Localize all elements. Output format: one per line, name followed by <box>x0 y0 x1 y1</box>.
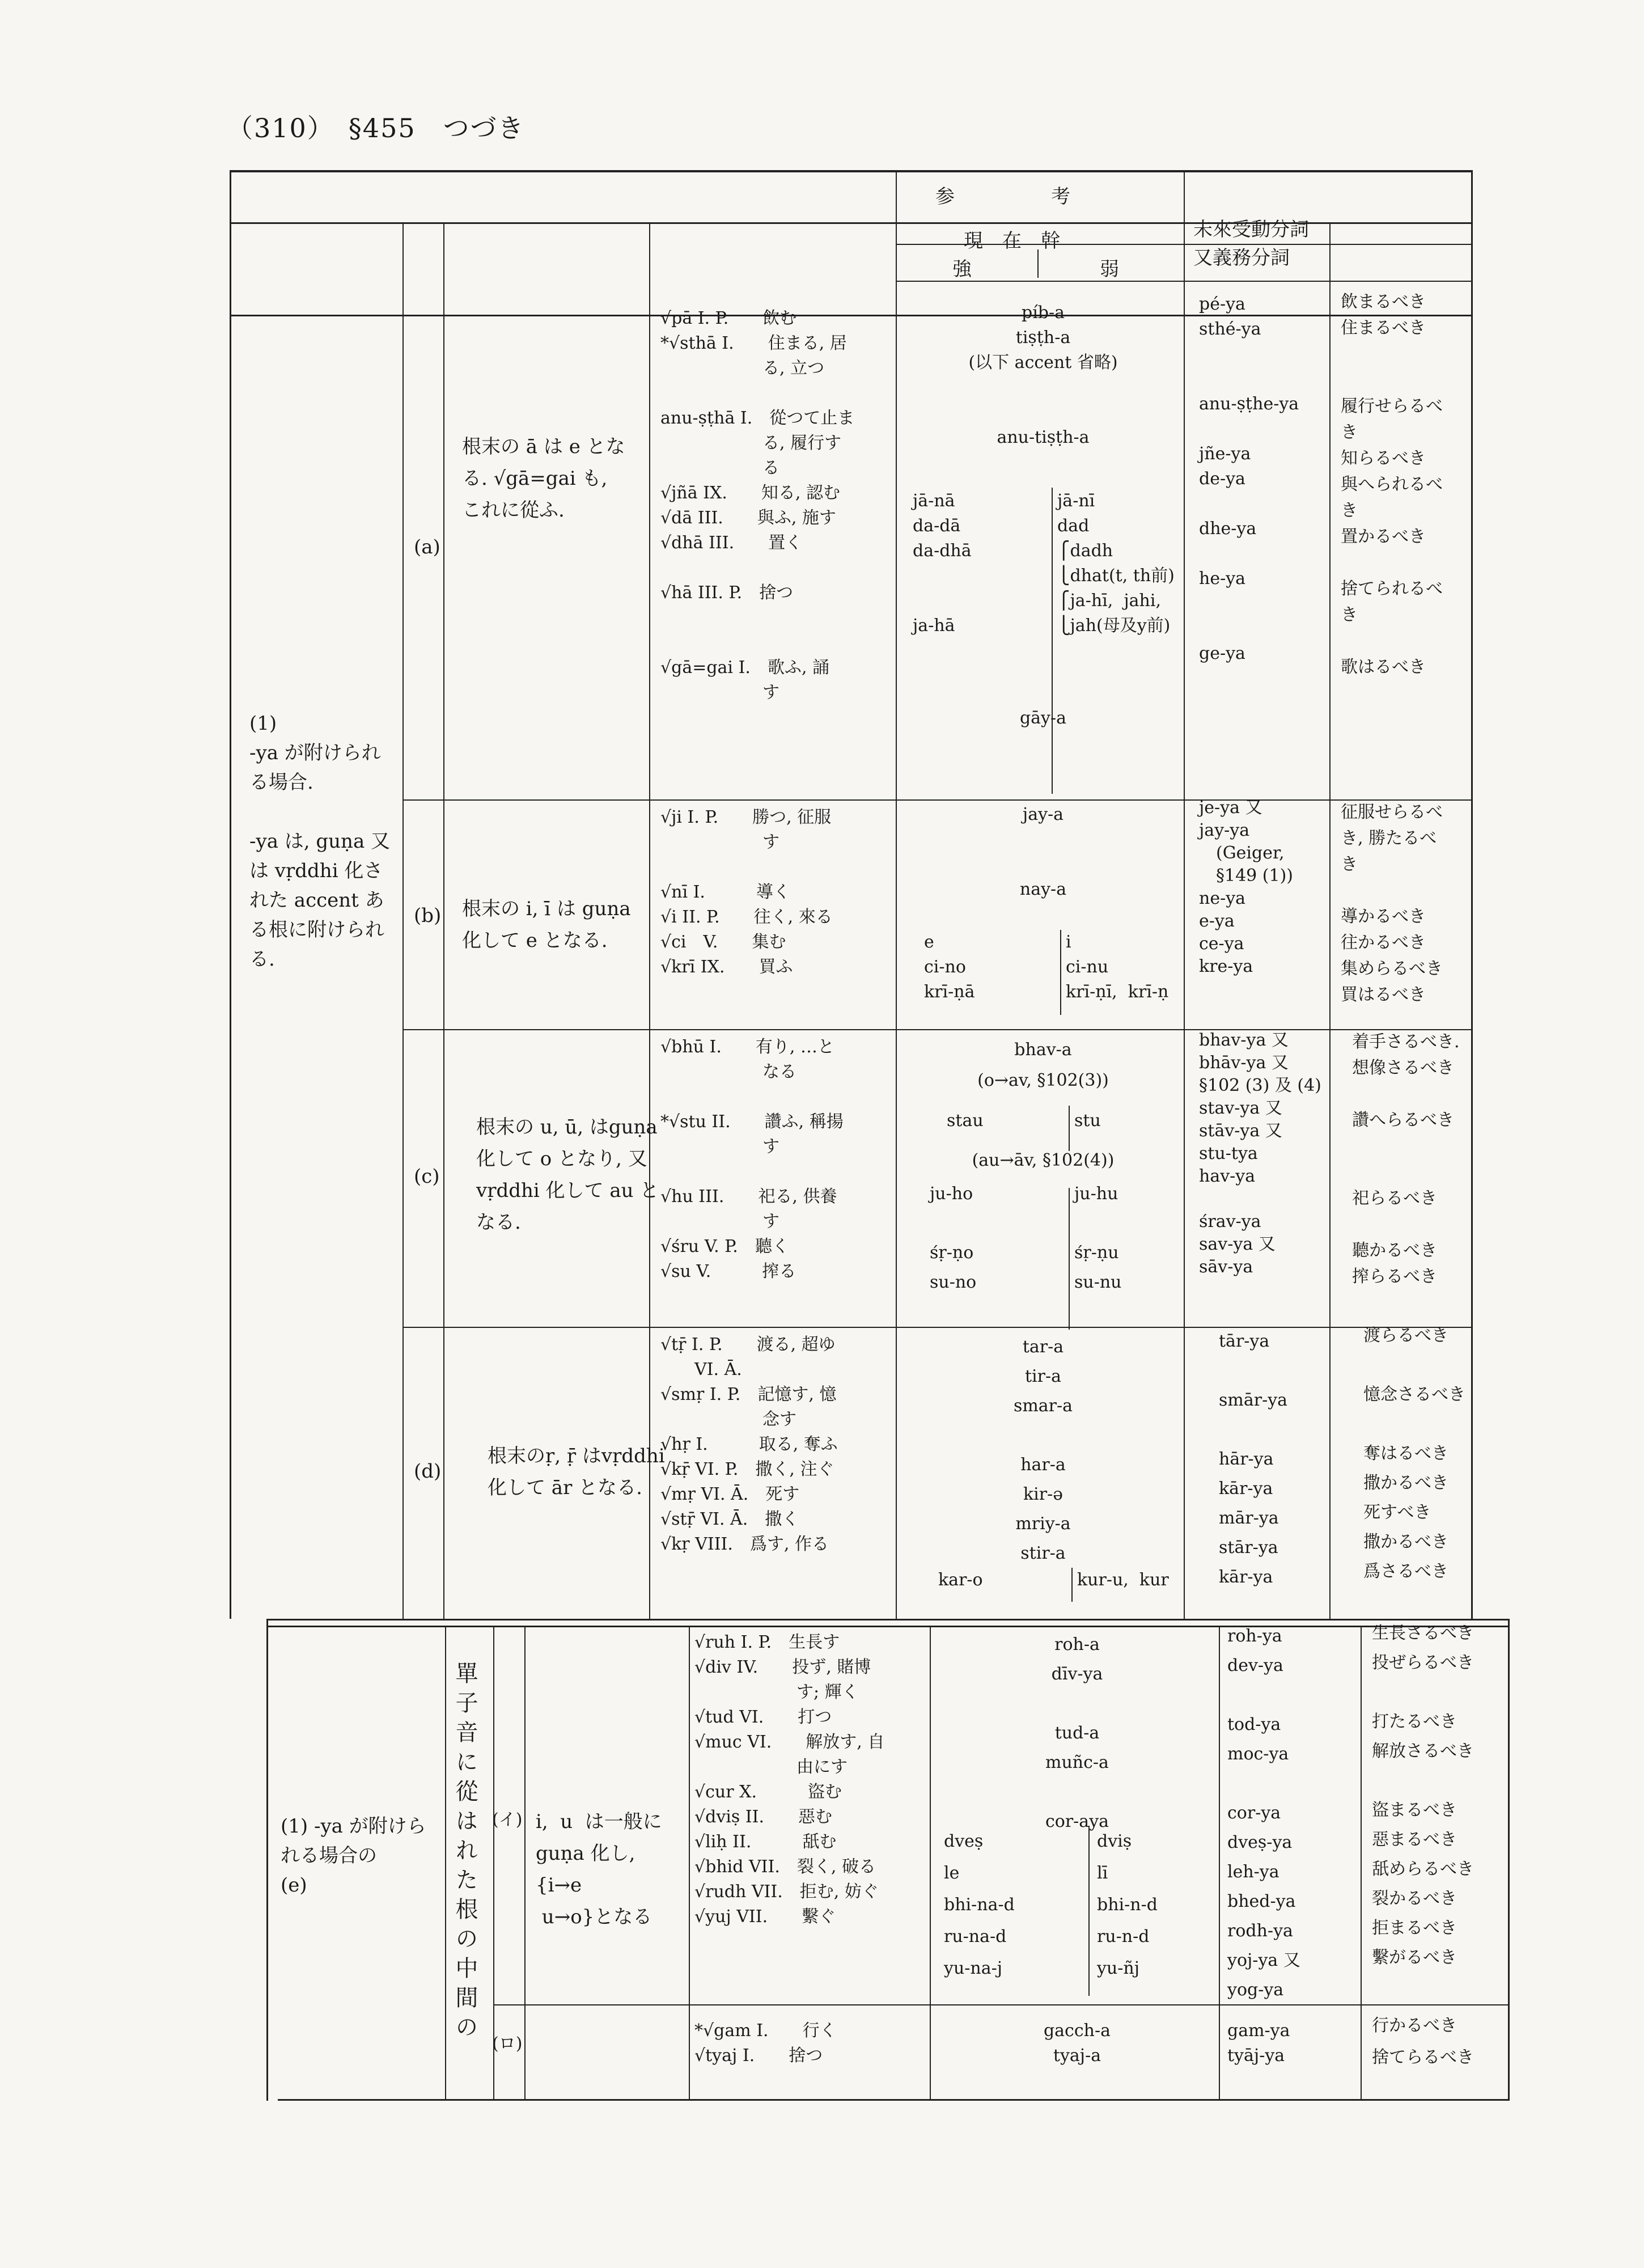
meaning-ro: 行かるべき 捨てらるべき <box>1372 2016 1474 2067</box>
stems-d-center: tar-a tir-a smar-a har-a kir-ə mriy-a stir-a <box>1013 1337 1073 1563</box>
sub-label-ro: (ロ) <box>492 2034 523 2054</box>
stems-c-strong: ju-ho śṛ-ṇo su-no <box>930 1184 977 1292</box>
stems-e-weak: dviṣ lī bhi-n-d ru-n-d yu-ñj <box>1097 1831 1158 1978</box>
meaning-e: 生長さるべき 投ぜらるべき 打たるべき 解放さるべき 盜まるべき 惡まるべき 舐めらるべき 裂かるべき 拒まるべき 繫がるべき <box>1372 1623 1474 1967</box>
group1-label: (1) -ya が附けられ る場合. -ya は, guṇa 又 は vṛddhi 化さ れた accent あ る根に附けられ る. <box>249 712 391 971</box>
stems-a-center: píb-a tiṣṭh-a (以下 accent 省略) anu-tiṣṭh-a <box>968 303 1118 447</box>
meaning-a: 飲まるべき 住まるべき 履行せらるべ き 知らるべき 與へられるべ き 置かるべき 捨てられるべ き 歌はるべき <box>1341 292 1443 677</box>
stems-c-stu-strong: stau <box>947 1111 984 1131</box>
gerundive-header-2: 又義務分詞 <box>1193 247 1290 269</box>
meaning-c: 着手さるべき. 想像さるべき 讚へらるべき 祀らるべき 聽かるべき 搾らるべき <box>1352 1032 1460 1287</box>
stems-a-gai: gāy-a <box>1019 708 1067 728</box>
rule-b: 根末の i, ī は guṇa 化して e となる. <box>462 898 631 952</box>
stems-b-strong: e ci-no krī-ṇā <box>924 932 975 1002</box>
gerundive-d: tār-ya smār-ya hār-ya kār-ya mār-ya stār-ya kār-ya <box>1219 1331 1288 1587</box>
strong-header: 強 <box>952 258 972 281</box>
group2-label: (1) -ya が附けら れる場合の (e) <box>281 1815 426 1897</box>
rule-i: i, u は一般に guṇa 化し, {i→e u→o}となる <box>536 1810 662 1928</box>
gerundive-header: 未來受動分詞 <box>1193 218 1309 241</box>
gerundive-e: roh-ya dev-ya tod-ya moc-ya cor-ya dveṣ-ya leh-ya bhed-ya rodh-ya yoj-ya 又 yog-ya <box>1227 1626 1300 2000</box>
sub-label-b: (b) <box>414 904 442 927</box>
rule-c: 根末の u, ū, はguṇa 化して o となり, 又 vṛddhi 化して au と なる. <box>476 1116 659 1234</box>
rule-e-vertical: 單子音に從はれた根の中間の <box>452 1661 478 2045</box>
stems-d-weak: kur-u, kur <box>1077 1570 1169 1590</box>
stems-d-strong: kar-o <box>938 1570 983 1590</box>
stems-c-mid: (au→āv, §102(4)) <box>972 1150 1115 1170</box>
roots-a: √pā I. P. 飲む *√sthā I. 住まる, 居 る, 立つ anu-ṣṭhā I. 從つて止ま る, 履行す る √jñā IX. 知る, 認む √dā III. 與ふ, 施す √dhā III. 置く √hā III. P. 捨つ √gā=gai I. 歌ふ, 誦 す <box>660 308 855 703</box>
roots-d: √tṝ I. P. 渡る, 超ゆ VI. Ā. √smṛ I. P. 記憶す, 憶 念す √hṛ I. 取る, 奪ふ √kṝ VI. P. 撒く, 注ぐ √mṛ VI. Ā. 死す √stṝ VI. Ā. 撒く √kṛ VIII. 爲す, 作る <box>660 1335 838 1554</box>
rule-a: 根末の ā は e とな る. √gā=gai も, これに從ふ. <box>462 435 625 522</box>
roots-c: √bhū I. 有り, …と なる *√stu II. 讚ふ, 稱揚 す √hu III. 祀る, 供養 す √śru V. P. 聽く √su V. 搾る <box>660 1037 844 1281</box>
stems-b-weak: i ci-nu krī-ṇī, krī-ṇ <box>1066 932 1169 1002</box>
gerundive-b: je-ya 又 jay-ya (Geiger, §149 (1)) ne-ya e-ya ce-ya kre-ya <box>1199 798 1293 976</box>
rule-d: 根末のṛ, ṝ はvṛddhi 化して ār となる. <box>488 1445 665 1499</box>
stems-a-weak: jā-nī dad ⎧dadh ⎩dhat(t, th前) ⎧ja-hī, jahi, ⎩jah(母及y前) <box>1057 491 1175 636</box>
stems-c-stu-weak: stu <box>1074 1111 1101 1131</box>
gerundive-ro: gam-ya tyāj-ya <box>1227 2021 1290 2066</box>
reference-header: 参 考 <box>935 185 1070 208</box>
page-header: （310） §455 つづき <box>227 113 525 143</box>
sub-label-i: (イ) <box>492 1810 523 1830</box>
gerundive-c: bhav-ya 又 bhāv-ya 又 §102 (3) 及 (4) stav-ya 又 stāv-ya 又 stu-tya hav-ya śrav-ya sav-ya 又 sāv-ya <box>1199 1030 1321 1277</box>
stems-b-center: jay-a nay-a <box>1019 805 1067 899</box>
roots-b: √ji I. P. 勝つ, 征服 す √nī I. 導く √i II. P. 往く, 來る √ci V. 集む √krī IX. 買ふ <box>660 807 833 977</box>
meaning-b: 征服せらるべ き, 勝たるべ き 導かるべき 往かるべき 集めらるべき 買はるべき <box>1341 802 1443 1005</box>
stems-a-strong: jā-nā da-dā da-dhā ja-hā <box>913 491 972 636</box>
meaning-d: 渡らるべき 憶念さるべき 奪はるべき 撒かるべき 死すべき 撒かるべき 爲さるべき <box>1363 1326 1465 1581</box>
gerundive-a: pé-ya sthé-ya anu-ṣṭhe-ya jñe-ya de-ya dhe-ya he-ya ge-ya <box>1199 294 1299 663</box>
present-stem-header: 現 在 幹 <box>964 230 1060 252</box>
roots-ro: *√gam I. 行く √tyaj I. 捨つ <box>694 2021 837 2066</box>
stems-e-strong: dveṣ le bhi-na-d ru-na-d yu-na-j <box>944 1831 1015 1978</box>
sub-label-c: (c) <box>414 1165 440 1188</box>
stems-e-center: roh-a dīv-ya tud-a muñc-a cor-aya <box>1045 1635 1109 1831</box>
sub-label-d: (d) <box>414 1460 442 1483</box>
stems-c-weak: ju-hu śṛ-ṇu su-nu <box>1074 1184 1122 1292</box>
weak-header: 弱 <box>1100 258 1119 281</box>
sub-label-a: (a) <box>414 536 440 558</box>
roots-e: √ruh I. P. 生長す √div IV. 投ず, 賭博 す; 輝く √tud VI. 打つ √muc VI. 解放す, 自 由にす √cur X. 盜む √dviṣ II. 惡む √liḥ II. 舐む √bhid VII. 裂く, 破る √rudh VII. 拒む, 妨ぐ √yuj VII. 繫ぐ <box>694 1632 885 1927</box>
stems-c-center: bhav-a (o→av, §102(3)) <box>977 1040 1109 1090</box>
stems-ro-center: gacch-a tyaj-a <box>1043 2021 1111 2066</box>
